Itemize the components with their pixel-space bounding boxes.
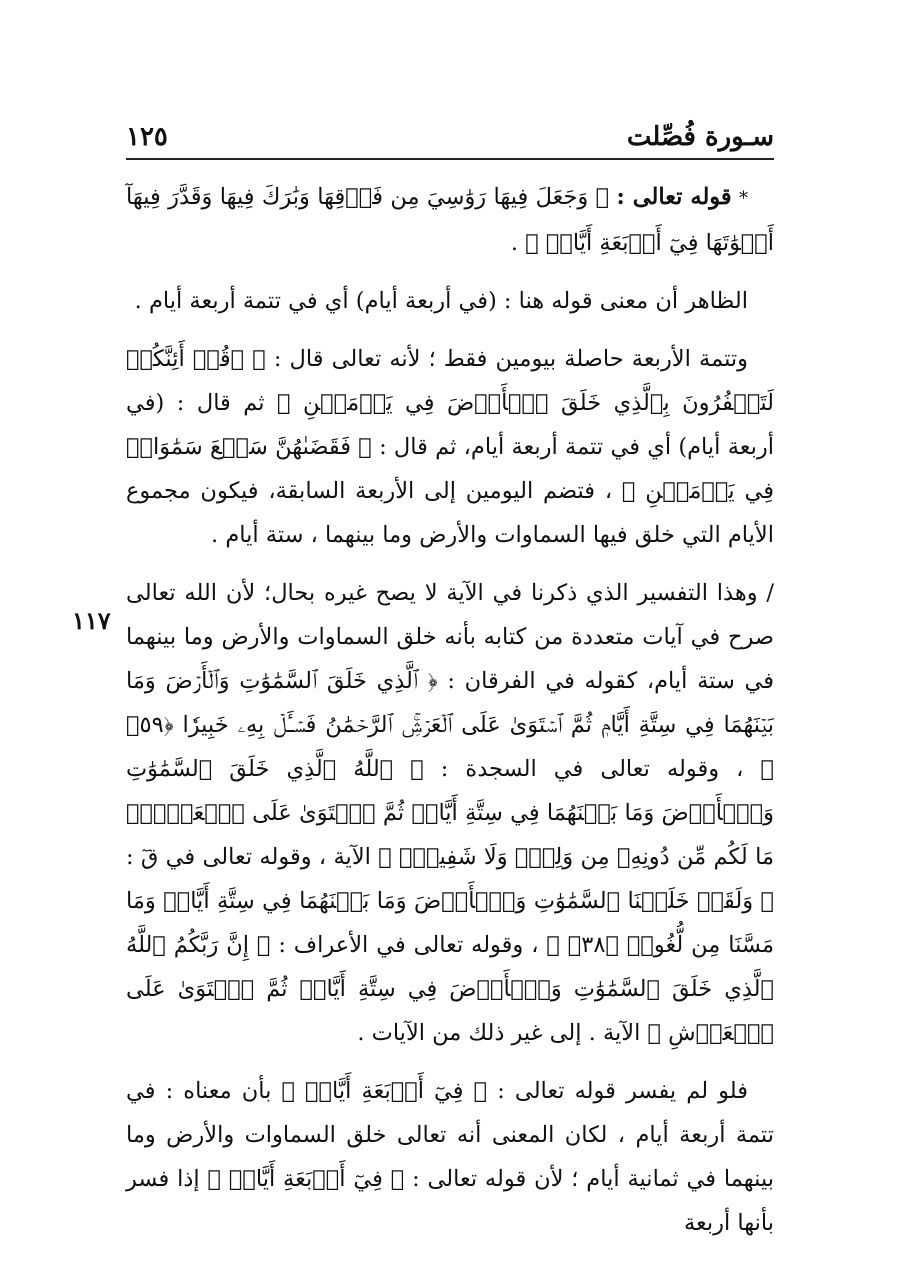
paragraph-2: وتتمة الأربعة حاصلة بيومين فقط ؛ لأنه تعالى قال : ﴿ ۞قُلۡ أَئِنَّكُمۡ لَتَكۡفُرُونَ بِٱلَّذِي خَلَقَ ٱلۡأَرۡضَ فِي يَوۡمَيۡنِ ﴾ ثم قال : (في أربعة أيام) أي في تتمة أربعة أيام، ثم قال : ﴿ فَقَضَىٰهُنَّ سَبۡعَ سَمَٰوَاتٖ فِي يَوۡمَيۡنِ ﴾ ، فتضم اليومين إلى الأربعة السابقة، فيكون مجموع الأيام التي خلق فيها السماوات والأرض وما بينهما ، ستة أيام .: [126, 346, 774, 548]
page-header: [126, 112, 774, 160]
page-body: [126, 175, 774, 1259]
paragraph-verse-heading: [126, 175, 774, 265]
paragraph-1: الظاهر أن معنى قوله هنا : (في أربعة أيام) أي في تتمة أربعة أيام .: [134, 288, 748, 314]
verse-lead: قوله تعالى :: [616, 184, 732, 210]
paragraph-4: فلو لم يفسر قوله تعالى : ﴿ فِيٓ أَرۡبَعَةِ أَيَّامٖ ﴾ بأن معناه : في تتمة أربعة أيام ، لكان المعنى أنه تعالى خلق السماوات والأرض وما بينهما في ثمانية أيام ؛ لأن قوله تعالى : ﴿ فِيٓ أَرۡبَعَةِ أَيَّامٖ ﴾ إذا فسر بأنها أربعة: [126, 1078, 774, 1236]
sura-title: سـورة فُصِّلت: [626, 122, 774, 152]
asterisk-marker: *: [739, 188, 749, 209]
page-number: ١٢٥: [126, 122, 168, 152]
margin-page-reference: ١١٧: [72, 606, 111, 635]
paragraph-3: / وهذا التفسير الذي ذكرنا في الآية لا يصح غيره بحال؛ لأن الله تعالى صرح في آيات متعددة من كتابه بأنه خلق السماوات والأرض وما بينهما في ستة أيام، كقوله في الفرقان : ﴿ ٱلَّذِي خَلَقَ ٱلسَّمَٰوَٰتِ وَٱلۡأَرۡضَ وَمَا بَيۡنَهُمَا فِي سِتَّةِ أَيَّامٖ ثُمَّ ٱسۡتَوَىٰ عَلَى ٱلۡعَرۡشِۚ ٱلرَّحۡمَٰنُ فَسۡـَٔلۡ بِهِۦ خَبِيرٗا ﴿٥٩﴾ ﴾ ، وقوله تعالى في السجدة : ﴿ ٱللَّهُ ٱلَّذِي خَلَقَ ٱلسَّمَٰوَٰتِ وَٱلۡأَرۡضَ وَمَا بَيۡنَهُمَا فِي سِتَّةِ أَيَّامٖ ثُمَّ ٱسۡتَوَىٰ عَلَى ٱلۡعَرۡشِۖ مَا لَكُم مِّن دُونِهِۦ مِن وَلِيّٖ وَلَا شَفِيعٍۚ ﴾ الآية ، وقوله تعالى في قٓ : ﴿ وَلَقَدۡ خَلَقۡنَا ٱلسَّمَٰوَٰتِ وَٱلۡأَرۡضَ وَمَا بَيۡنَهُمَا فِي سِتَّةِ أَيَّامٖ وَمَا مَسَّنَا مِن لُّغُوبٖ ﴿٣٨﴾ ﴾ ، وقوله تعالى في الأعراف : ﴿ إِنَّ رَبَّكُمُ ٱللَّهُ ٱلَّذِي خَلَقَ ٱلسَّمَٰوَٰتِ وَٱلۡأَرۡضَ فِي سِتَّةِ أَيَّامٖ ثُمَّ ٱسۡتَوَىٰ عَلَى ٱلۡعَرۡشِ ﴾ الآية . إلى غير ذلك من الآيات .: [126, 580, 774, 1046]
verse-text: ﴿ وَجَعَلَ فِيهَا رَوَٰسِيَ مِن فَوۡقِهَا وَبَٰرَكَ فِيهَا وَقَدَّرَ فِيهَآ أَقۡوَٰتَهَا فِيٓ أَرۡبَعَةِ أَيَّامٖ ﴾ .: [126, 184, 774, 256]
